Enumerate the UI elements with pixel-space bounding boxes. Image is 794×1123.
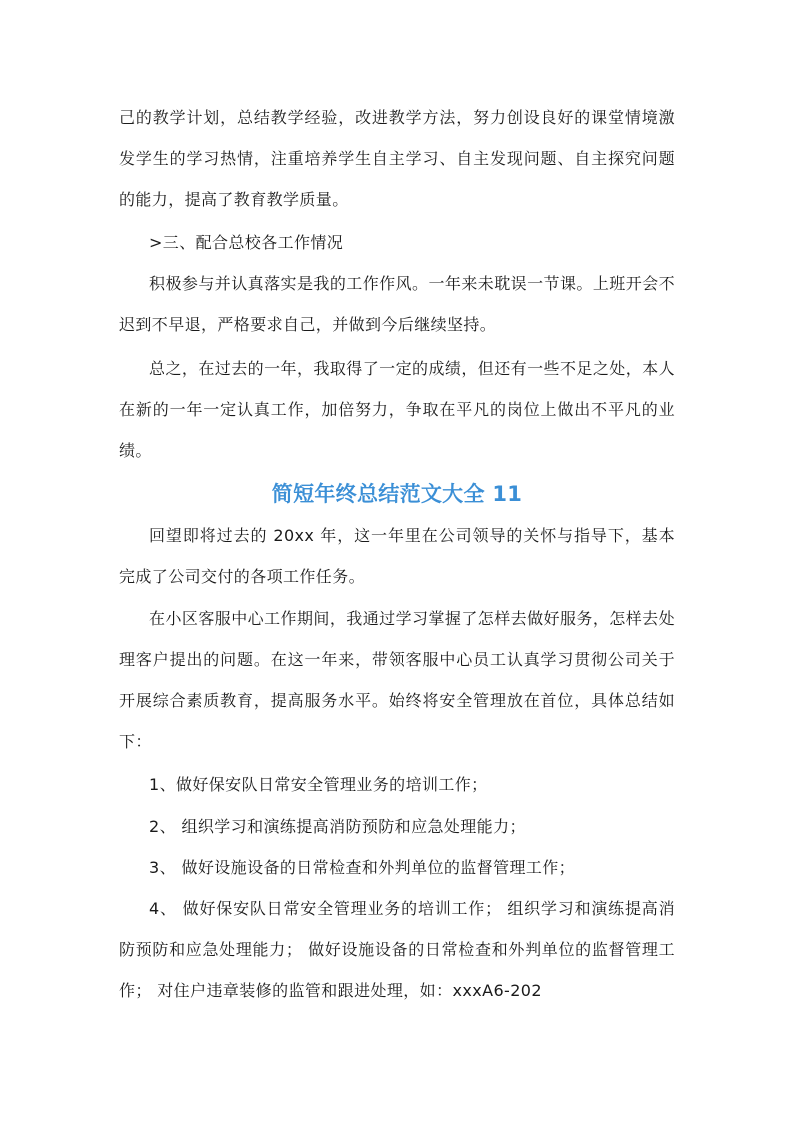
list-item-2: 2、 组织学习和演练提高消防预防和应急处理能力； [149, 817, 526, 836]
section-title: 简短年终总结范文大全 11 [271, 482, 523, 506]
list-item-4: 4、 做好保安队日常安全管理业务的培训工作； 组织学习和演练提高消防预防和应急处理能力； 做好设施设备的日常检查和外判单位的监督管理工作； 对住户违章装修的监管和跟进处理，如：xxxA6-202 [119, 899, 675, 1000]
paragraph-teaching-plan: 己的教学计划，总结教学经验，改进教学方法，努力创设良好的课堂情境激发学生的学习热情，注重培养学生自主学习、自主发现问题、自主探究问题的能力，提高了教育教学质量。 [119, 108, 675, 209]
paragraph-work-style: 积极参与并认真落实是我的工作作风。一年来未耽误一节课。上班开会不迟到不早退，严格要求自己，并做到今后继续坚持。 [119, 274, 675, 334]
paragraph-conclusion: 总之，在过去的一年，我取得了一定的成绩，但还有一些不足之处，本人在新的一年一定认真工作，加倍努力，争取在平凡的岗位上做出不平凡的业绩。 [119, 359, 675, 460]
paragraph-customer-service: 在小区客服中心工作期间，我通过学习掌握了怎样去做好服务，怎样去处理客户提出的问题。在这一年来，带领客服中心员工认真学习贯彻公司关于开展综合素质教育，提高服务水平。始终将安全管理放在首位，具体总结如下： [119, 609, 675, 751]
list-item-1: 1、做好保安队日常安全管理业务的培训工作； [149, 775, 488, 794]
list-item-3: 3、 做好设施设备的日常检查和外判单位的监督管理工作； [149, 858, 576, 877]
subheading-cooperation: >三、配合总校各工作情况 [149, 233, 344, 252]
paragraph-year-review: 回望即将过去的 20xx 年，这一年里在公司领导的关怀与指导下，基本完成了公司交付的各项工作任务。 [119, 526, 675, 586]
